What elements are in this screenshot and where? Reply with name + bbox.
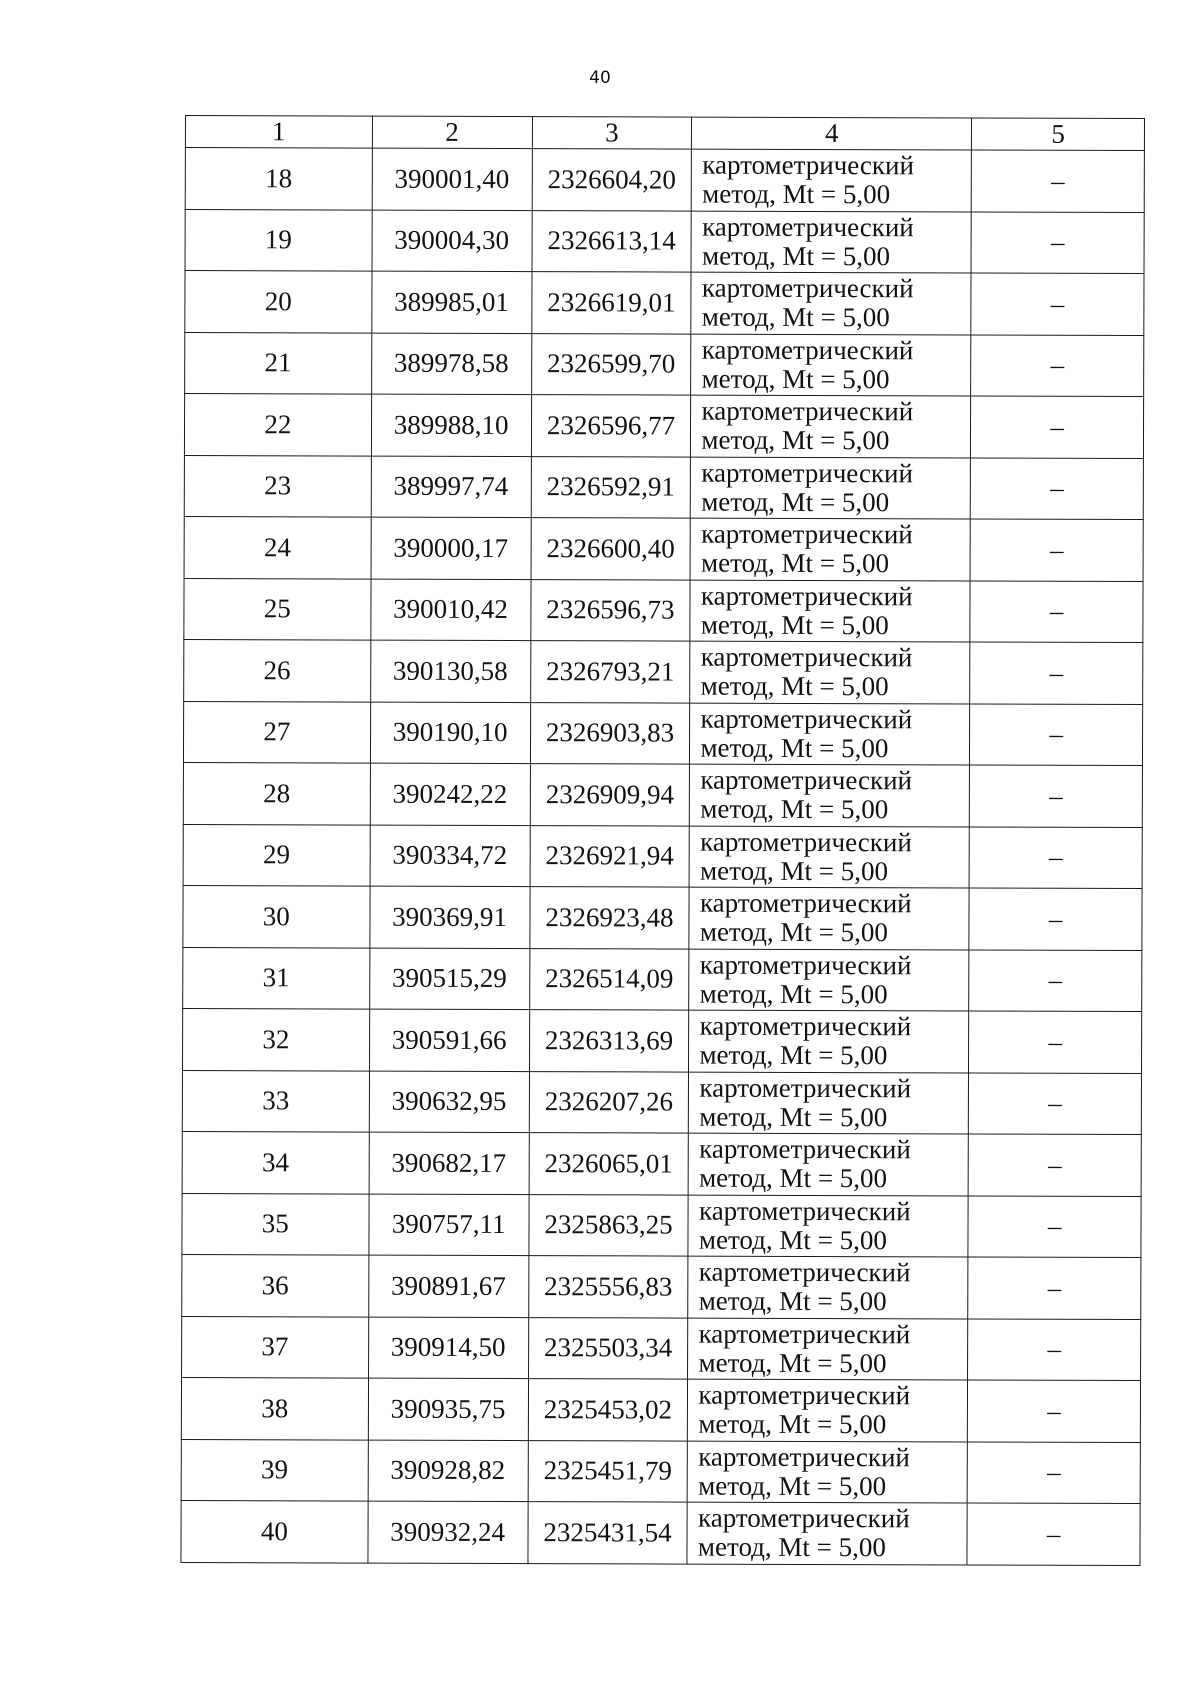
point-number-cell: 26 — [184, 639, 371, 701]
method-cell — [691, 395, 971, 457]
method-line-2: метод, Mt = 5,00 — [697, 1531, 886, 1563]
y-coordinate-cell: 2326514,09 — [529, 948, 689, 1010]
x-coordinate-cell: 389997,74 — [371, 456, 531, 518]
point-number-cell: 39 — [181, 1439, 368, 1501]
header-col-3: 3 — [532, 117, 692, 150]
point-number-cell: 38 — [181, 1377, 368, 1439]
point-number-cell: 20 — [185, 271, 372, 333]
x-coordinate-cell: 389988,10 — [371, 394, 531, 456]
method-cell — [687, 1502, 967, 1564]
method-line-2: метод, Mt = 5,00 — [702, 178, 891, 210]
table-row — [183, 762, 1142, 827]
table-row — [181, 1377, 1140, 1442]
note-cell: – — [971, 334, 1144, 396]
x-coordinate-cell: 390632,95 — [369, 1071, 529, 1133]
point-number-cell: 33 — [182, 1070, 369, 1132]
point-number-cell: 23 — [184, 455, 371, 517]
coordinates-table — [180, 115, 1145, 1566]
method-line-2: метод, Mt = 5,00 — [700, 609, 889, 640]
note-cell: – — [971, 211, 1144, 273]
table-row — [185, 209, 1144, 274]
method-line-1: картометрический — [702, 211, 914, 243]
method-cell — [691, 457, 971, 519]
method-line-1: картометрический — [698, 1441, 910, 1473]
method-line-1: картометрический — [702, 149, 915, 181]
table-row — [183, 701, 1142, 766]
y-coordinate-cell: 2325431,54 — [527, 1502, 687, 1564]
x-coordinate-cell: 390682,17 — [369, 1132, 529, 1194]
table-row — [183, 885, 1142, 950]
point-number-cell: 21 — [185, 332, 372, 394]
y-coordinate-cell: 2326596,73 — [530, 579, 690, 641]
x-coordinate-cell: 390935,75 — [368, 1378, 528, 1440]
method-line-1: картометрический — [698, 1502, 910, 1534]
method-line-1: картометрический — [701, 518, 913, 550]
note-cell: – — [969, 1072, 1142, 1134]
note-cell: – — [971, 457, 1144, 519]
method-line-2: метод, Mt = 5,00 — [700, 855, 889, 886]
method-cell — [688, 1256, 968, 1318]
method-line-1: картометрический — [699, 1133, 911, 1165]
table-row — [181, 1500, 1140, 1565]
x-coordinate-cell: 390757,11 — [369, 1194, 529, 1256]
method-line-2: метод, Mt = 5,00 — [699, 916, 888, 948]
method-line-2: метод, Mt = 5,00 — [701, 363, 890, 394]
note-cell: – — [968, 1318, 1141, 1380]
y-coordinate-cell: 2325556,83 — [528, 1256, 688, 1318]
y-coordinate-cell: 2325503,34 — [528, 1317, 688, 1379]
table-row — [184, 394, 1143, 459]
method-cell — [690, 641, 970, 703]
method-line-1: картометрический — [700, 641, 913, 673]
table-row — [183, 824, 1142, 889]
page-number: 40 — [589, 68, 611, 88]
method-line-1: картометрический — [699, 1072, 912, 1104]
x-coordinate-cell: 390914,50 — [368, 1317, 528, 1379]
method-line-2: метод, Mt = 5,00 — [701, 240, 891, 271]
method-line-1: картометрический — [700, 764, 913, 796]
note-cell: – — [971, 396, 1144, 458]
method-line-1: картометрический — [700, 580, 913, 612]
method-line-2: метод, Mt = 5,00 — [700, 793, 889, 825]
method-line-1: картометрический — [698, 1318, 911, 1350]
y-coordinate-cell: 2326604,20 — [532, 149, 692, 211]
note-cell: – — [970, 519, 1143, 581]
x-coordinate-cell: 390130,58 — [370, 640, 530, 702]
table-row — [181, 1439, 1140, 1504]
method-cell — [688, 1195, 968, 1257]
point-number-cell: 30 — [183, 885, 370, 947]
note-cell: – — [968, 1380, 1141, 1442]
method-cell — [689, 1072, 969, 1134]
note-cell: – — [969, 826, 1142, 888]
x-coordinate-cell: 390932,24 — [368, 1501, 528, 1563]
method-line-1: картометрический — [698, 1195, 911, 1227]
method-line-2: метод, Mt = 5,00 — [699, 978, 888, 1009]
table-row — [184, 578, 1143, 643]
method-cell — [692, 149, 972, 211]
point-number-cell: 35 — [182, 1193, 369, 1255]
table-row — [184, 516, 1143, 581]
method-line-1: картометрический — [700, 826, 912, 858]
method-line-2: метод, Mt = 5,00 — [698, 1470, 887, 1501]
method-cell — [691, 211, 971, 273]
note-cell: – — [968, 1134, 1141, 1196]
y-coordinate-cell: 2326923,48 — [529, 887, 689, 949]
note-cell: – — [968, 1195, 1141, 1257]
method-line-1: картометрический — [701, 272, 914, 304]
method-line-2: метод, Mt = 5,00 — [698, 1408, 887, 1440]
point-number-cell: 19 — [185, 209, 372, 271]
table-row — [182, 1008, 1141, 1073]
table-row — [182, 1316, 1141, 1381]
method-cell — [690, 703, 970, 765]
y-coordinate-cell: 2326207,26 — [529, 1071, 689, 1133]
note-cell: – — [969, 949, 1142, 1011]
y-coordinate-cell: 2326909,94 — [530, 764, 690, 826]
method-line-2: метод, Mt = 5,00 — [698, 1347, 887, 1378]
table-row — [182, 1193, 1141, 1258]
method-line-2: метод, Mt = 5,00 — [701, 486, 890, 517]
point-number-cell: 37 — [182, 1316, 369, 1378]
header-row — [185, 116, 1144, 151]
point-number-cell: 22 — [184, 394, 371, 456]
y-coordinate-cell: 2326596,77 — [531, 395, 691, 457]
method-cell — [691, 334, 971, 396]
header-col-2: 2 — [372, 116, 532, 149]
method-line-1: картометрический — [699, 887, 912, 919]
y-coordinate-cell: 2326592,91 — [531, 456, 691, 518]
note-cell: – — [970, 703, 1143, 765]
note-cell: – — [970, 765, 1143, 827]
method-cell — [688, 1379, 968, 1441]
x-coordinate-cell: 390891,67 — [368, 1255, 528, 1317]
table-header — [185, 116, 1144, 151]
y-coordinate-cell: 2325863,25 — [528, 1194, 688, 1256]
table-row — [184, 455, 1143, 520]
x-coordinate-cell: 390001,40 — [372, 148, 532, 210]
point-number-cell: 25 — [184, 578, 371, 640]
note-cell: – — [968, 1257, 1141, 1319]
method-line-1: картометрический — [699, 949, 912, 981]
point-number-cell: 18 — [185, 148, 372, 210]
x-coordinate-cell: 390369,91 — [370, 886, 530, 948]
method-cell — [690, 518, 970, 580]
method-cell — [688, 1441, 968, 1503]
table-row — [184, 639, 1143, 704]
x-coordinate-cell: 390515,29 — [369, 948, 529, 1010]
method-line-1: картометрический — [699, 1010, 912, 1042]
point-number-cell: 27 — [183, 701, 370, 763]
method-line-2: метод, Mt = 5,00 — [701, 301, 890, 333]
method-line-2: метод, Mt = 5,00 — [701, 424, 890, 456]
method-line-1: картометрический — [701, 457, 914, 489]
table-row — [185, 332, 1144, 397]
y-coordinate-cell: 2325451,79 — [528, 1440, 688, 1502]
point-number-cell: 31 — [183, 947, 370, 1009]
x-coordinate-cell: 390334,72 — [370, 825, 530, 887]
method-cell — [689, 887, 969, 949]
method-line-2: метод, Mt = 5,00 — [698, 1285, 887, 1317]
note-cell: – — [969, 1011, 1142, 1073]
method-line-2: метод, Mt = 5,00 — [699, 1039, 888, 1071]
note-cell: – — [969, 888, 1142, 950]
header-col-4: 4 — [692, 117, 972, 150]
x-coordinate-cell: 390591,66 — [369, 1009, 529, 1071]
note-cell: – — [970, 580, 1143, 642]
method-line-2: метод, Mt = 5,00 — [700, 670, 889, 702]
note-cell: – — [967, 1441, 1140, 1503]
y-coordinate-cell: 2326613,14 — [532, 210, 692, 272]
table-row — [183, 947, 1142, 1012]
table-body — [181, 148, 1144, 1566]
x-coordinate-cell: 390010,42 — [370, 579, 530, 641]
method-line-2: метод, Mt = 5,00 — [701, 547, 890, 579]
table-row — [185, 271, 1144, 336]
point-number-cell: 34 — [182, 1131, 369, 1193]
y-coordinate-cell: 2326600,40 — [531, 518, 691, 580]
method-line-1: картометрический — [700, 703, 913, 735]
method-line-1: картометрический — [701, 334, 914, 366]
method-cell — [690, 580, 970, 642]
method-cell — [689, 949, 969, 1011]
x-coordinate-cell: 389985,01 — [371, 271, 531, 333]
note-cell: – — [970, 642, 1143, 704]
y-coordinate-cell: 2326921,94 — [530, 825, 690, 887]
table-row — [182, 1131, 1141, 1196]
y-coordinate-cell: 2326903,83 — [530, 702, 690, 764]
note-cell: – — [972, 150, 1145, 212]
header-col-1: 1 — [185, 116, 372, 149]
method-line-2: метод, Mt = 5,00 — [698, 1224, 887, 1255]
y-coordinate-cell: 2326599,70 — [531, 333, 691, 395]
table-row — [182, 1254, 1141, 1319]
method-cell — [691, 272, 971, 334]
note-cell: – — [967, 1503, 1140, 1565]
method-cell — [688, 1318, 968, 1380]
note-cell: – — [971, 273, 1144, 335]
method-cell — [689, 1010, 969, 1072]
y-coordinate-cell: 2326793,21 — [530, 641, 690, 703]
y-coordinate-cell: 2326619,01 — [531, 272, 691, 334]
method-line-1: картометрический — [701, 395, 914, 427]
x-coordinate-cell: 390000,17 — [371, 517, 531, 579]
method-line-2: метод, Mt = 5,00 — [699, 1162, 888, 1194]
y-coordinate-cell: 2326313,69 — [529, 1010, 689, 1072]
method-cell — [689, 1133, 969, 1195]
table-row — [185, 148, 1144, 213]
method-cell — [690, 826, 970, 888]
x-coordinate-cell: 390242,22 — [370, 763, 530, 825]
point-number-cell: 36 — [182, 1254, 369, 1316]
method-line-1: картометрический — [698, 1379, 911, 1411]
x-coordinate-cell: 389978,58 — [371, 333, 531, 395]
point-number-cell: 28 — [183, 762, 370, 824]
header-col-5: 5 — [972, 118, 1145, 151]
y-coordinate-cell: 2325453,02 — [528, 1379, 688, 1441]
point-number-cell: 29 — [183, 824, 370, 886]
x-coordinate-cell: 390928,82 — [368, 1440, 528, 1502]
x-coordinate-cell: 390190,10 — [370, 702, 530, 764]
method-line-2: метод, Mt = 5,00 — [700, 732, 889, 763]
y-coordinate-cell: 2326065,01 — [529, 1133, 689, 1195]
method-line-2: метод, Mt = 5,00 — [699, 1101, 888, 1132]
method-line-1: картометрический — [698, 1256, 911, 1288]
point-number-cell: 32 — [182, 1008, 369, 1070]
table-row — [182, 1070, 1141, 1135]
point-number-cell: 40 — [181, 1500, 368, 1562]
x-coordinate-cell: 390004,30 — [372, 210, 532, 272]
point-number-cell: 24 — [184, 516, 371, 578]
method-cell — [690, 764, 970, 826]
